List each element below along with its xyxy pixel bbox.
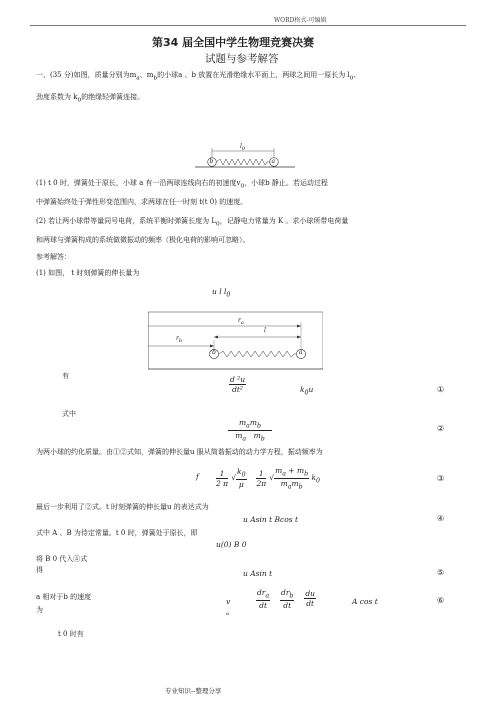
figure1-l0-label: $l_0$ (240, 143, 246, 153)
equation-1: $\frac{\text{d ²u}}{\text{dt²}}$ (230, 375, 246, 394)
question-2-line-1: (2) 若让两小球带等量同号电荷，系统平衡时弹簧长度为 $L_0$，记静电力常量为 K 。求小球所带电荷量 (36, 217, 349, 228)
equation-mark-6: ⑥ (437, 596, 445, 605)
question-1-line-1: (1) t 0 时，弹簧处于原长，小球 a 有一沿两球连线向右的初速度$v_0$，小球b 静止。若运动过程 (36, 179, 328, 190)
figure2-rb-label: $r_b$ (176, 335, 183, 345)
figure1-ball-a-label: a (271, 157, 276, 165)
equation-4b: u(0) B 0 (216, 540, 247, 549)
equation-mark-2: ② (437, 424, 445, 433)
header-rule (30, 25, 466, 26)
equation-u-definition: u l $l_0$ (212, 287, 231, 299)
figure2-l-label: l (264, 327, 266, 334)
spring-figure-2 (148, 310, 323, 370)
equation-mark-5: ⑤ (437, 568, 445, 577)
equation-5: u Asin t (243, 569, 273, 578)
question-1-line-2: 中弹簧始终处于弹性形变范围内，求两球在任一时刻 t(t 0) 的速度。 (36, 198, 248, 206)
page-footer: 专业知识--整理分享 (165, 687, 222, 695)
figure2-ball-a-label: a (299, 349, 303, 356)
equation-1-rhs: $k_0u$ (300, 385, 314, 397)
figure2-ball-b-label: b (212, 349, 216, 356)
equation-mark-4: ④ (437, 514, 445, 523)
equation-6-v: v (226, 597, 231, 606)
problem-line-2: 劲度系数为 $k_0$的绝缘轻弹簧连接。 (36, 93, 145, 104)
spring-2 (219, 351, 296, 357)
answer-para-3: 最后一步利用了②式。t 时刻弹簧的伸长量u 的表达式为 (36, 503, 209, 511)
equation-2: $\frac{m_am_b}{m_a m_b}$ (228, 418, 272, 442)
answer-para-5b: 得 (36, 566, 43, 574)
page-header-note: WORD格式-可编辑 (274, 17, 327, 24)
equation-4: u Asin t Bcos t (243, 515, 298, 524)
equation-6-rhs: A cos t (352, 597, 378, 606)
answer-para-1: (1) 如图， t 时刻弹簧的伸长量为 (36, 269, 140, 277)
problem-line-1: 一、(35 分)如图，质量分别为$m_a$、$m_b$的小球a 、b 放置在光滑绝缘水平面上，两球之间用一原长为 $l_0$、 (36, 71, 361, 82)
spring (216, 159, 270, 165)
equation-mark-1: ① (437, 385, 445, 394)
page-title: 第34 届全国中学生物理竞赛决赛 (152, 36, 315, 49)
question-2-line-2: 和两球与弹簧构成的系统做微振动的频率（极化电荷的影响可忽略）。 (36, 236, 250, 244)
answer-para-4: 式中 A 、B 为待定常量。t 0 时，弹簧处于原长，即 (36, 529, 198, 537)
figure2-ra-label: $r_a$ (238, 317, 244, 327)
equation-3: $\frac{1}{2 \pi}$ √ $\frac{k_0}{\mu}$ $\frac{1}{2\pi}$ √ $\frac{m_a + m_b}{m_am_b}$ $k_0$ (216, 466, 321, 490)
figure1-ball-b-label: b (209, 157, 214, 165)
answer-heading: 参考解答： (36, 253, 71, 261)
equation-mark-3: ③ (437, 474, 445, 483)
equation-6-v-sub: a (226, 611, 229, 617)
answer-para-5a: 将 B 0 代入④式 (36, 555, 88, 563)
answer-para-6b: 为 (36, 606, 43, 614)
equation-6: $\frac{dr_a}{dt}$ $\frac{dr_b}{dt}$ $\frac{du}{dt}$ (257, 588, 315, 610)
equation-3-f: f (196, 472, 199, 481)
answer-para-6a: a 相对于b 的速度 (36, 593, 92, 601)
text-shizhong: 式中 (62, 410, 76, 418)
page-subtitle: 试题与参考解答 (205, 53, 279, 65)
answer-para-2: 为两小球的约化质量。由①②式知，弹簧的伸长量u 服从简谐振动的动力学方程，振动频率为 (36, 448, 323, 456)
answer-para-7: t 0 时有 (58, 630, 84, 638)
text-you: 有 (62, 372, 69, 380)
